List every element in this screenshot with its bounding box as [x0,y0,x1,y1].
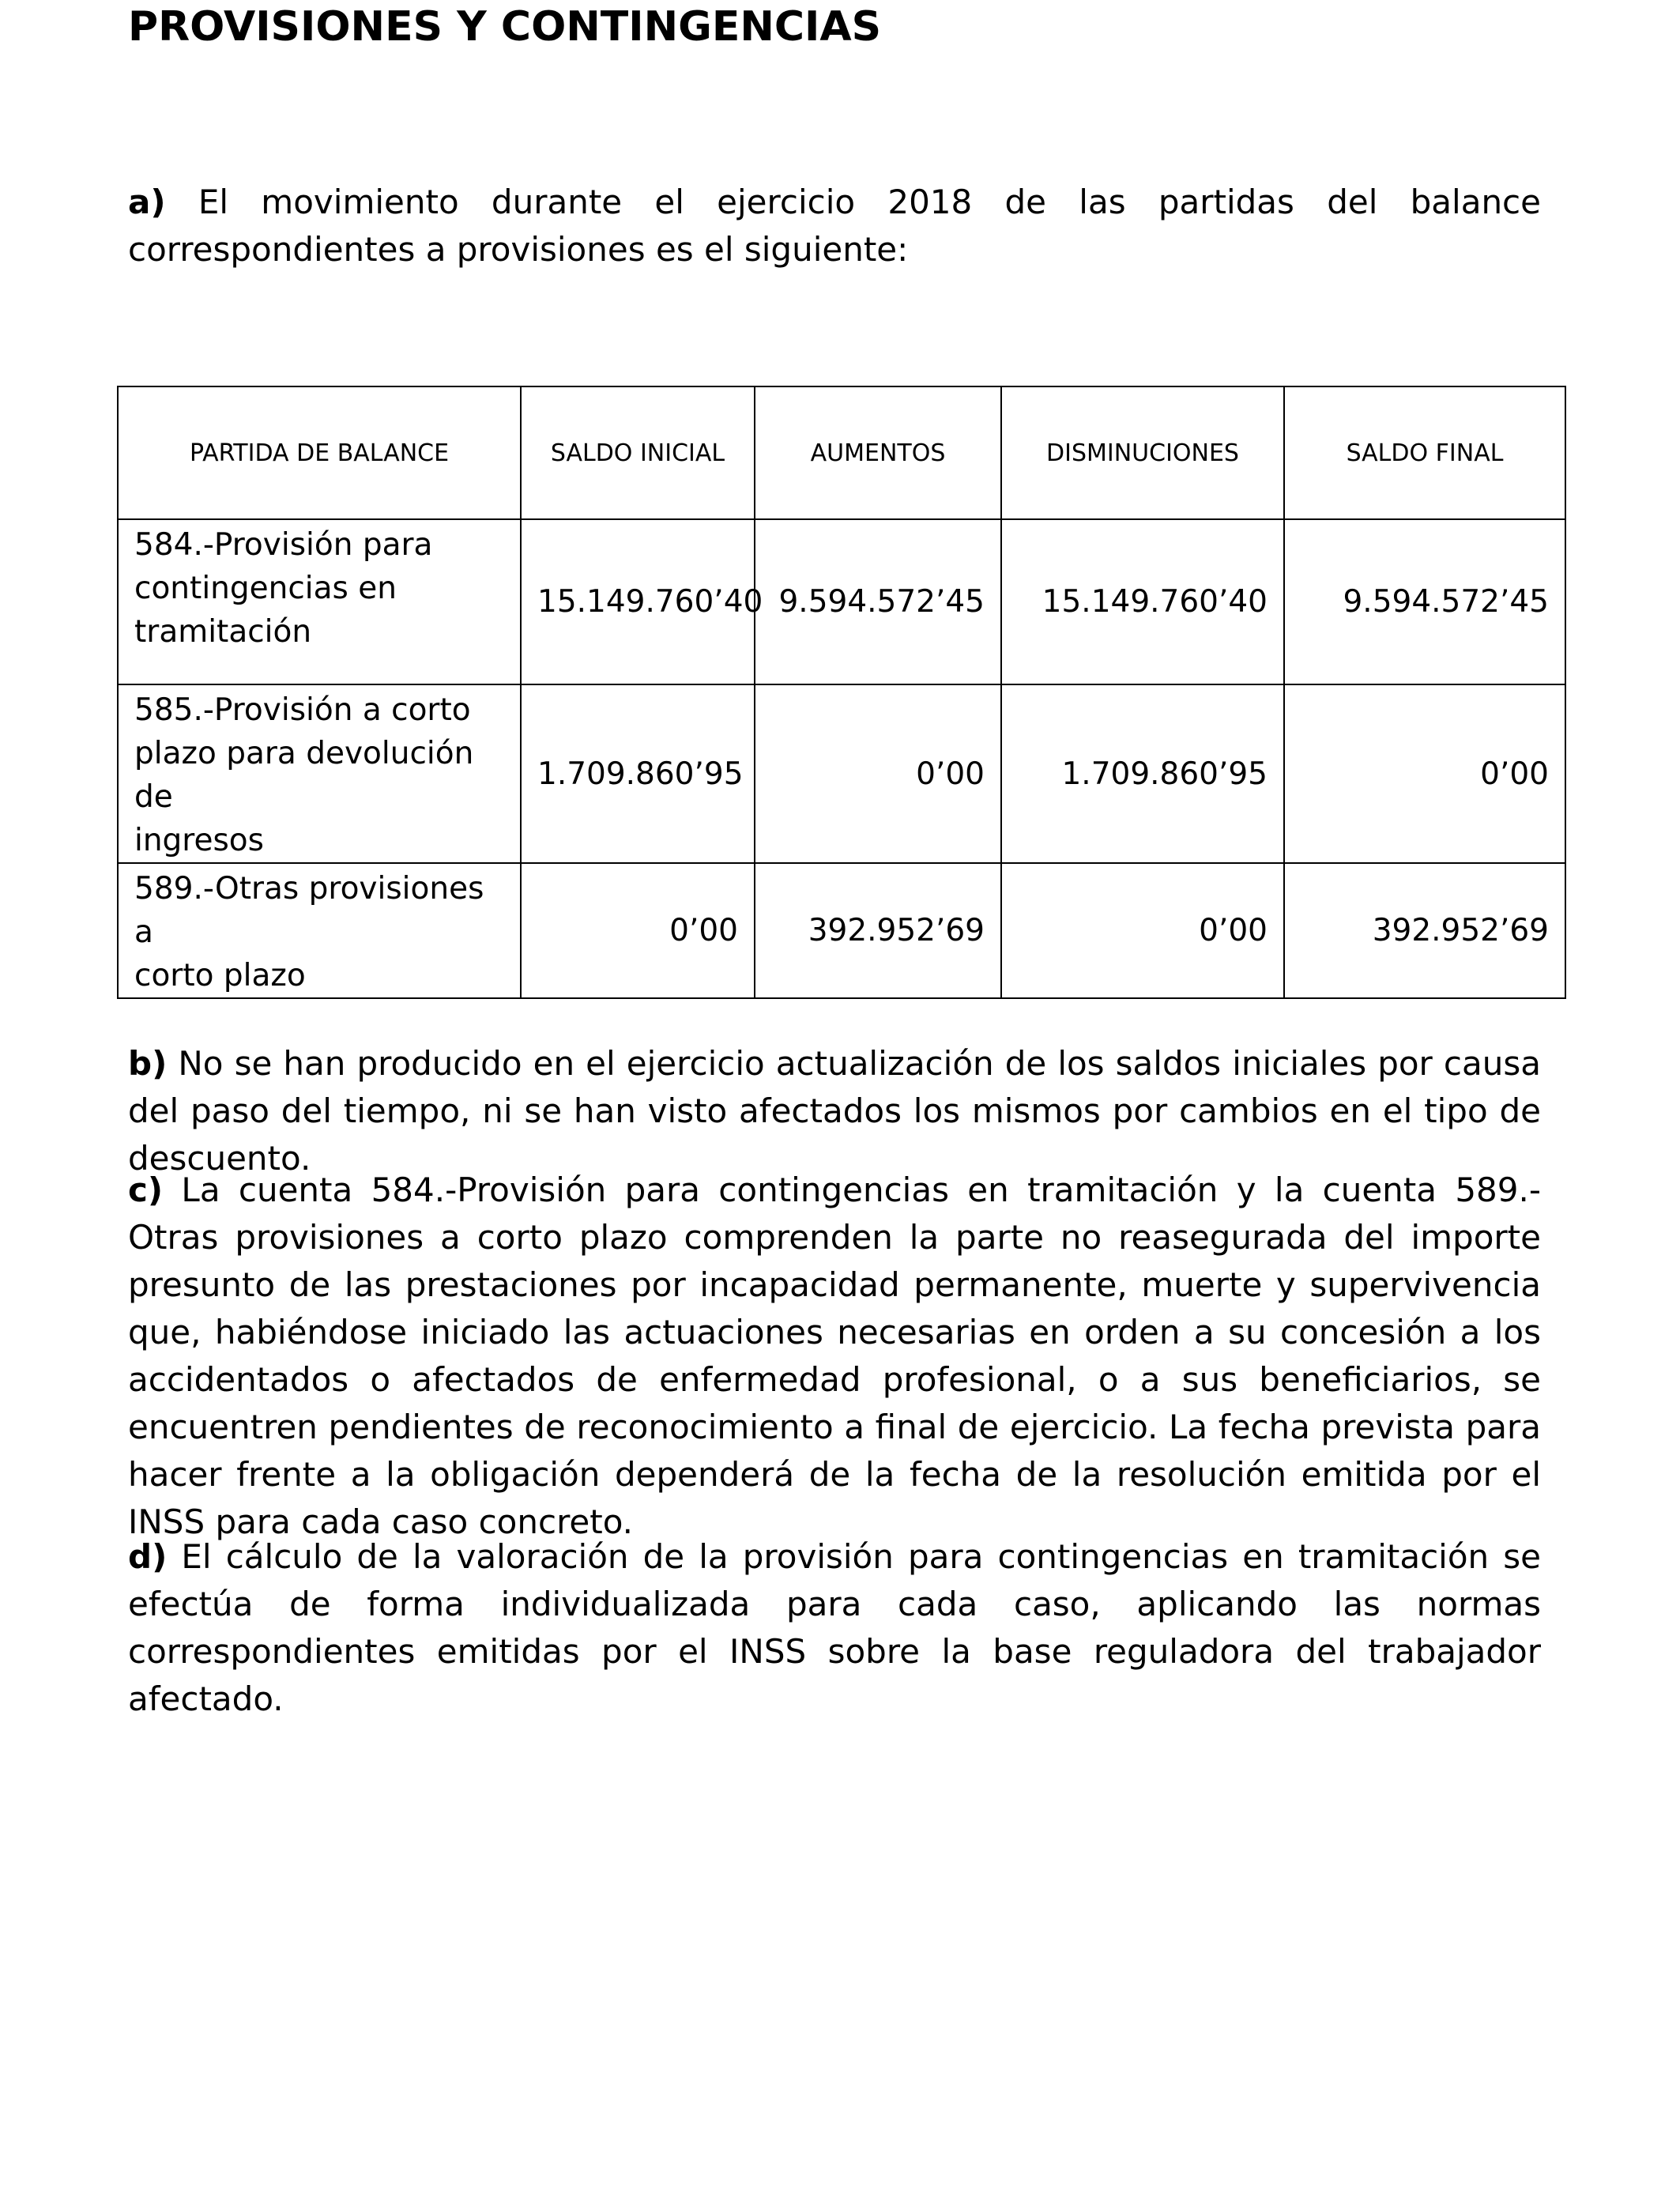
paragraph-c-marker: c) [128,1171,164,1209]
cell-saldo-final: 392.952’69 [1284,863,1565,998]
cell-partida [118,684,521,863]
cell-saldo-inicial: 1.709.860’95 [521,684,755,863]
partida-line: contingencias en [134,571,397,606]
cell-saldo-final: 0’00 [1284,684,1565,863]
partida-line: 584.-Provisión para [134,527,433,563]
partida-line: 589.-Otras provisiones a [134,871,484,950]
partida-line: corto plazo [134,958,306,993]
paragraph-d [128,1533,1541,1723]
paragraph-a-marker: a) [128,183,166,221]
partida-line: plazo para devolución de [134,736,474,815]
partida-line: ingresos [134,823,264,858]
header-disminuciones: DISMINUCIONES [1001,386,1284,519]
cell-aumentos: 392.952’69 [755,863,1001,998]
paragraph-b-marker: b) [128,1044,168,1083]
table-row [118,863,1565,998]
cell-partida [118,519,521,684]
header-saldo-inicial: SALDO INICIAL [521,386,755,519]
table-row [118,519,1565,684]
provisions-table [117,386,1566,999]
paragraph-c [128,1167,1541,1546]
cell-disminuciones: 0’00 [1001,863,1284,998]
table-header-row [118,386,1565,519]
paragraph-d-marker: d) [128,1537,168,1576]
header-aumentos: AUMENTOS [755,386,1001,519]
cell-saldo-final: 9.594.572’45 [1284,519,1565,684]
paragraph-b-text: No se han producido en el ejercicio actualización de los saldos iniciales por causa del paso del tiempo, ni se han visto afectados los mismos por cambios en el tipo de descuento. [128,1044,1541,1178]
partida-line: 585.-Provisión a corto [134,692,471,728]
cell-aumentos: 0’00 [755,684,1001,863]
header-partida: PARTIDA DE BALANCE [118,386,521,519]
paragraph-b [128,1040,1541,1182]
partida-line: tramitación [134,614,312,650]
paragraph-a [128,179,1541,273]
cell-partida [118,863,521,998]
cell-disminuciones: 15.149.760’40 [1001,519,1284,684]
table-row [118,684,1565,863]
cell-aumentos: 9.594.572’45 [755,519,1001,684]
cell-saldo-inicial: 0’00 [521,863,755,998]
page-title: PROVISIONES Y CONTINGENCIAS [128,3,882,51]
cell-disminuciones: 1.709.860’95 [1001,684,1284,863]
paragraph-c-text: La cuenta 584.-Provisión para contingencias en tramitación y la cuenta 589.-Otras provisiones a corto plazo comprenden la parte no reasegurada del importe presunto de las prestaciones por incapacidad permanente, muerte y supervivencia que, habiéndose iniciado las actuaciones necesarias en orden a su concesión a los accidentados o afectados de enfermedad profesional, o a sus beneficiarios, se encuentren pendientes de reconocimiento a final de ejercicio. La fecha prevista para hacer frente a la obligación dependerá de la fecha de la resolución emitida por el INSS para cada caso concreto. [128,1171,1541,1541]
paragraph-d-text: El cálculo de la valoración de la provisión para contingencias en tramitación se efectúa de forma individualizada para cada caso, aplicando las normas correspondientes emitidas por el INSS sobre la base reguladora del trabajador afectado. [128,1537,1541,1718]
cell-saldo-inicial: 15.149.760’40 [521,519,755,684]
paragraph-a-text: El movimiento durante el ejercicio 2018 de las partidas del balance correspondientes a provisiones es el siguiente: [128,183,1541,269]
header-saldo-final: SALDO FINAL [1284,386,1565,519]
